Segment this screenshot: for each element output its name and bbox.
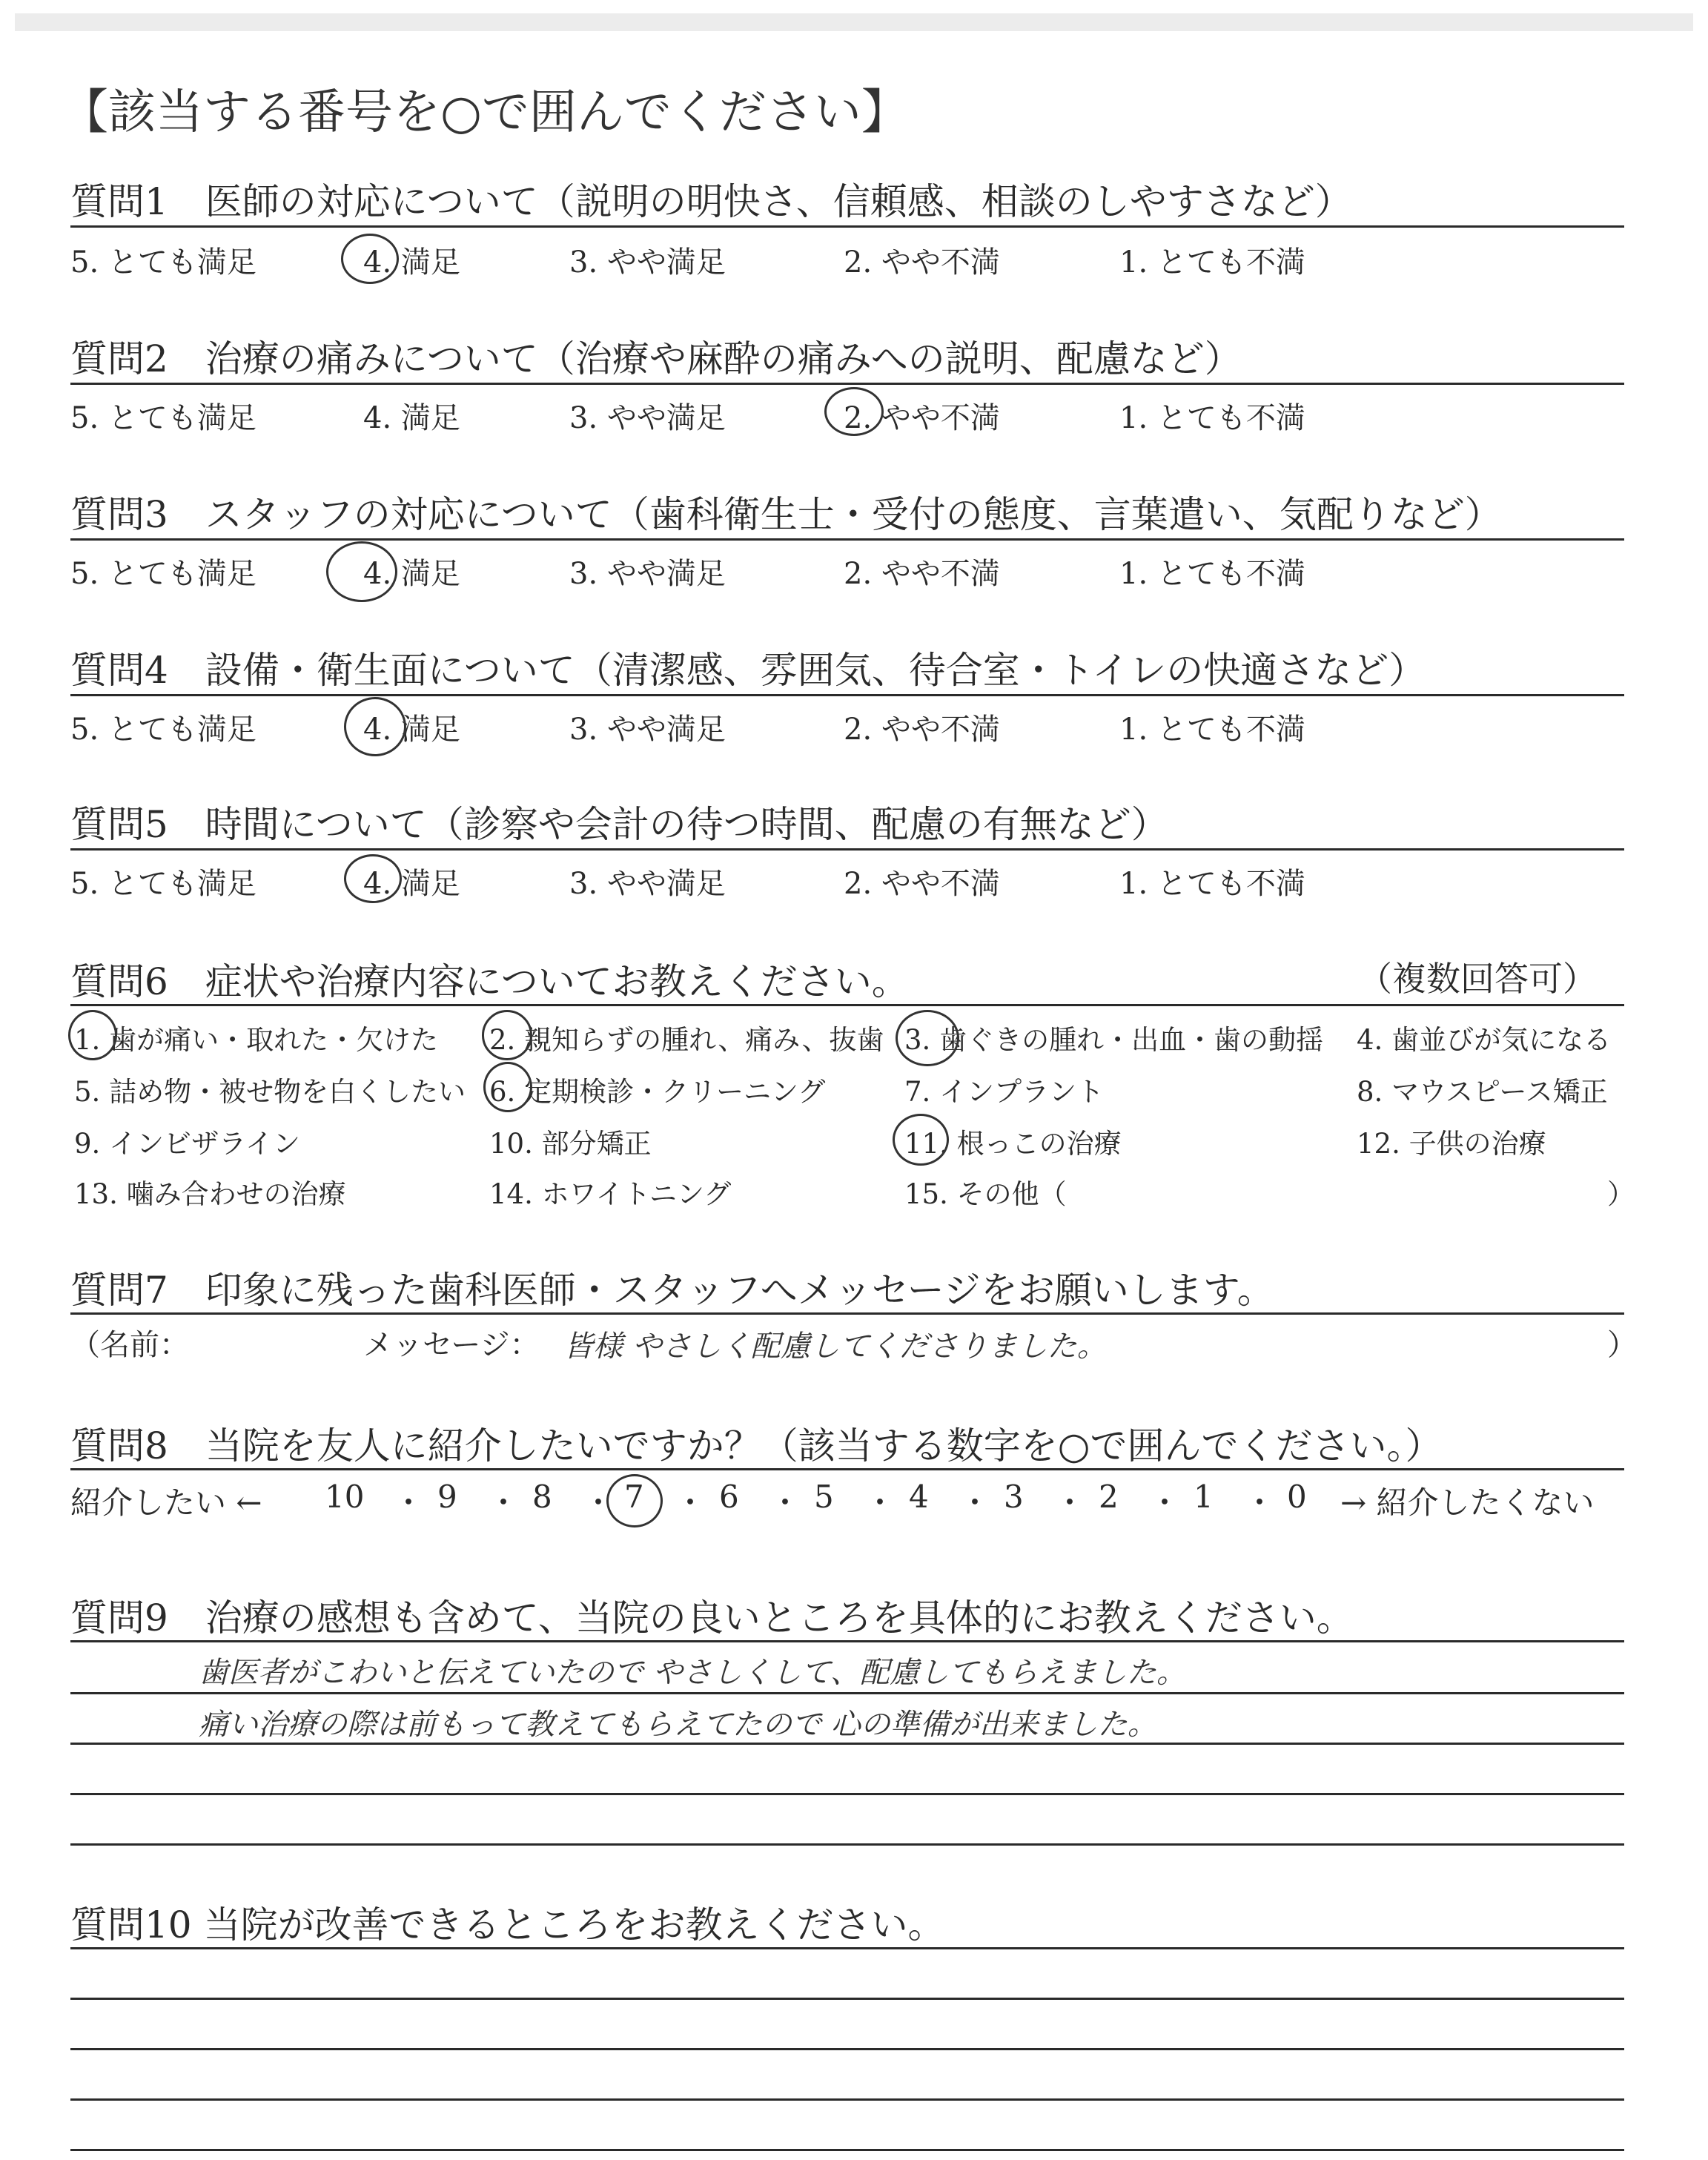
q8-scale-6[interactable]: 6	[719, 1479, 739, 1515]
q6-multiple-note: （複数回答可）	[1358, 959, 1597, 999]
q6-option-5[interactable]: 5. 詰め物・被せ物を白くしたい	[74, 1076, 466, 1108]
q1-selection-circle	[341, 234, 399, 284]
q3-selection-circle	[326, 541, 397, 602]
q7-rule	[70, 1312, 1624, 1315]
q6-option-14[interactable]: 14. ホワイトニング	[489, 1178, 732, 1210]
q4-option-4[interactable]: 4. 満足	[363, 713, 460, 747]
q4-option-5[interactable]: 5. とても満足	[70, 713, 256, 747]
q3-option-2[interactable]: 2. やや不満	[844, 557, 1000, 591]
q10-rule-0	[70, 1947, 1624, 1949]
q6-title: 質問6 症状や治療内容についてお教えください。	[70, 960, 909, 1003]
q6-option-6[interactable]: 6. 定期検診・クリーニング	[489, 1076, 826, 1108]
q6-selection-circle-1	[68, 1010, 117, 1060]
q8-selection-circle	[606, 1474, 663, 1527]
q6-option-4[interactable]: 4. 歯並びが気になる	[1357, 1024, 1612, 1056]
q6-option-15[interactable]: 15. その他（	[904, 1178, 1067, 1210]
q8-dot: ・	[959, 1484, 991, 1521]
q2-option-1[interactable]: 1. とても不満	[1119, 401, 1305, 435]
q6-rule	[70, 1004, 1624, 1006]
q7-handwritten-message[interactable]: 皆様 やさしく配慮してくださりました。	[563, 1330, 1107, 1364]
q5-option-4[interactable]: 4. 満足	[363, 867, 460, 901]
q5-rule	[70, 848, 1624, 851]
q8-dot: ・	[1149, 1484, 1181, 1521]
q1-option-5[interactable]: 5. とても満足	[70, 245, 256, 280]
q6-selection-circle-2	[482, 1010, 532, 1060]
q9-rule-0	[70, 1640, 1624, 1642]
q6-selection-circle-6	[483, 1062, 532, 1112]
q6-option-9[interactable]: 9. インビザライン	[74, 1128, 300, 1160]
q1-option-4[interactable]: 4. 満足	[363, 245, 460, 280]
q2-option-2[interactable]: 2. やや不満	[844, 401, 1000, 435]
q1-rule	[70, 225, 1624, 228]
q8-title: 質問8 当院を友人に紹介したいですか？（該当する数字を○で囲んでください。）	[70, 1424, 1443, 1467]
q8-right-label: → 紹介したくない	[1340, 1484, 1595, 1521]
q2-option-3[interactable]: 3. やや満足	[569, 401, 726, 435]
q4-selection-circle	[344, 697, 406, 756]
q8-rule	[70, 1468, 1624, 1470]
q8-dot: ・	[393, 1484, 425, 1521]
q8-dot: ・	[864, 1484, 896, 1521]
q6-selection-circle-3	[896, 1010, 959, 1066]
q2-option-4[interactable]: 4. 満足	[363, 401, 460, 435]
q3-option-4[interactable]: 4. 満足	[363, 557, 460, 591]
q6-other-close: ）	[1607, 1178, 1635, 1210]
q6-option-11[interactable]: 11. 根っこの治療	[904, 1128, 1122, 1160]
q10-rule-4	[70, 2149, 1624, 2151]
q6-option-3[interactable]: 3. 歯ぐきの腫れ・出血・歯の動揺	[904, 1024, 1324, 1056]
q5-option-2[interactable]: 2. やや不満	[844, 867, 1000, 901]
q8-dot: ・	[1244, 1484, 1276, 1521]
q2-rule	[70, 383, 1624, 385]
q4-option-2[interactable]: 2. やや不満	[844, 713, 1000, 747]
q3-title: 質問3 スタッフの対応について（歯科衛生士・受付の態度、言葉遣い、気配りなど）	[70, 493, 1502, 536]
q8-scale-10[interactable]: 10	[325, 1479, 365, 1515]
q8-scale-4[interactable]: 4	[909, 1479, 929, 1515]
q7-name-label: （名前：	[70, 1328, 189, 1362]
q6-option-12[interactable]: 12. 子供の治療	[1357, 1128, 1546, 1160]
q9-rule-4	[70, 1843, 1624, 1846]
q10-rule-3	[70, 2098, 1624, 2101]
q8-dot: ・	[769, 1484, 801, 1521]
q6-option-13[interactable]: 13. 噛み合わせの治療	[74, 1178, 346, 1210]
q10-rule-1	[70, 1998, 1624, 2000]
q8-scale-2[interactable]: 2	[1099, 1479, 1119, 1515]
q2-option-5[interactable]: 5. とても満足	[70, 401, 256, 435]
q8-scale-5[interactable]: 5	[814, 1479, 834, 1515]
q1-title: 質問1 医師の対応について（説明の明快さ、信頼感、相談のしやすさなど）	[70, 180, 1352, 223]
q8-left-label: 紹介したい ←	[70, 1484, 262, 1521]
q4-title: 質問4 設備・衛生面について（清潔感、雰囲気、待合室・トイレの快適さなど）	[70, 649, 1426, 692]
q5-option-1[interactable]: 1. とても不満	[1119, 867, 1305, 901]
q8-scale-7[interactable]: 7	[624, 1479, 644, 1515]
q6-option-10[interactable]: 10. 部分矯正	[489, 1128, 652, 1160]
q1-option-1[interactable]: 1. とても不満	[1119, 245, 1305, 280]
q1-option-3[interactable]: 3. やや満足	[569, 245, 726, 280]
q8-scale-3[interactable]: 3	[1004, 1479, 1024, 1515]
q4-option-3[interactable]: 3. やや満足	[569, 713, 726, 747]
q10-title: 質問10 当院が改善できるところをお教えください。	[70, 1903, 945, 1946]
q3-option-3[interactable]: 3. やや満足	[569, 557, 726, 591]
q3-rule	[70, 538, 1624, 541]
q9-handwritten-line-1[interactable]: 歯医者がこわいと伝えていたので やさしくして、配慮してもらえました。	[199, 1656, 1186, 1690]
q7-title: 質問7 印象に残った歯科医師・スタッフへメッセージをお願いします。	[70, 1269, 1274, 1312]
q1-option-2[interactable]: 2. やや不満	[844, 245, 1000, 280]
q6-option-1[interactable]: 1. 歯が痛い・取れた・欠けた	[74, 1024, 439, 1056]
q5-title: 質問5 時間について（診察や会計の待つ時間、配慮の有無など）	[70, 803, 1168, 846]
q8-dot: ・	[583, 1484, 615, 1521]
q6-option-8[interactable]: 8. マウスピース矯正	[1357, 1076, 1608, 1108]
q8-scale-8[interactable]: 8	[532, 1479, 552, 1515]
q2-selection-circle	[824, 387, 884, 436]
q2-title: 質問2 治療の痛みについて（治療や麻酔の痛みへの説明、配慮など）	[70, 337, 1242, 380]
q9-title: 質問9 治療の感想も含めて、当院の良いところを具体的にお教えください。	[70, 1596, 1354, 1639]
q8-scale-1[interactable]: 1	[1194, 1479, 1214, 1515]
q4-option-1[interactable]: 1. とても不満	[1119, 713, 1305, 747]
q9-rule-1	[70, 1692, 1624, 1694]
q8-scale-0[interactable]: 0	[1287, 1479, 1307, 1515]
q8-scale-9[interactable]: 9	[437, 1479, 457, 1515]
q5-option-5[interactable]: 5. とても満足	[70, 867, 256, 901]
q9-handwritten-line-2[interactable]: 痛い治療の際は前もって教えてもらえてたので 心の準備が出来ました。	[199, 1708, 1157, 1742]
q7-close-paren: ）	[1607, 1328, 1637, 1362]
q4-rule	[70, 694, 1624, 696]
q3-option-1[interactable]: 1. とても不満	[1119, 557, 1305, 591]
q5-selection-circle	[344, 854, 402, 903]
q9-rule-3	[70, 1793, 1624, 1795]
q8-dot: ・	[1054, 1484, 1086, 1521]
q7-message-label: メッセージ：	[363, 1328, 540, 1362]
q10-rule-2	[70, 2048, 1624, 2050]
instruction-header: 【該当する番号を○で囲んでください】	[61, 85, 909, 140]
q8-dot: ・	[675, 1484, 706, 1521]
q8-dot: ・	[488, 1484, 520, 1521]
q3-option-5[interactable]: 5. とても満足	[70, 557, 256, 591]
q5-option-3[interactable]: 3. やや満足	[569, 867, 726, 901]
q6-option-2[interactable]: 2. 親知らずの腫れ、痛み、抜歯	[489, 1024, 884, 1056]
q6-selection-circle-11	[893, 1114, 949, 1166]
q6-option-7[interactable]: 7. インプラント	[904, 1076, 1105, 1108]
scan-top-edge	[15, 13, 1693, 31]
